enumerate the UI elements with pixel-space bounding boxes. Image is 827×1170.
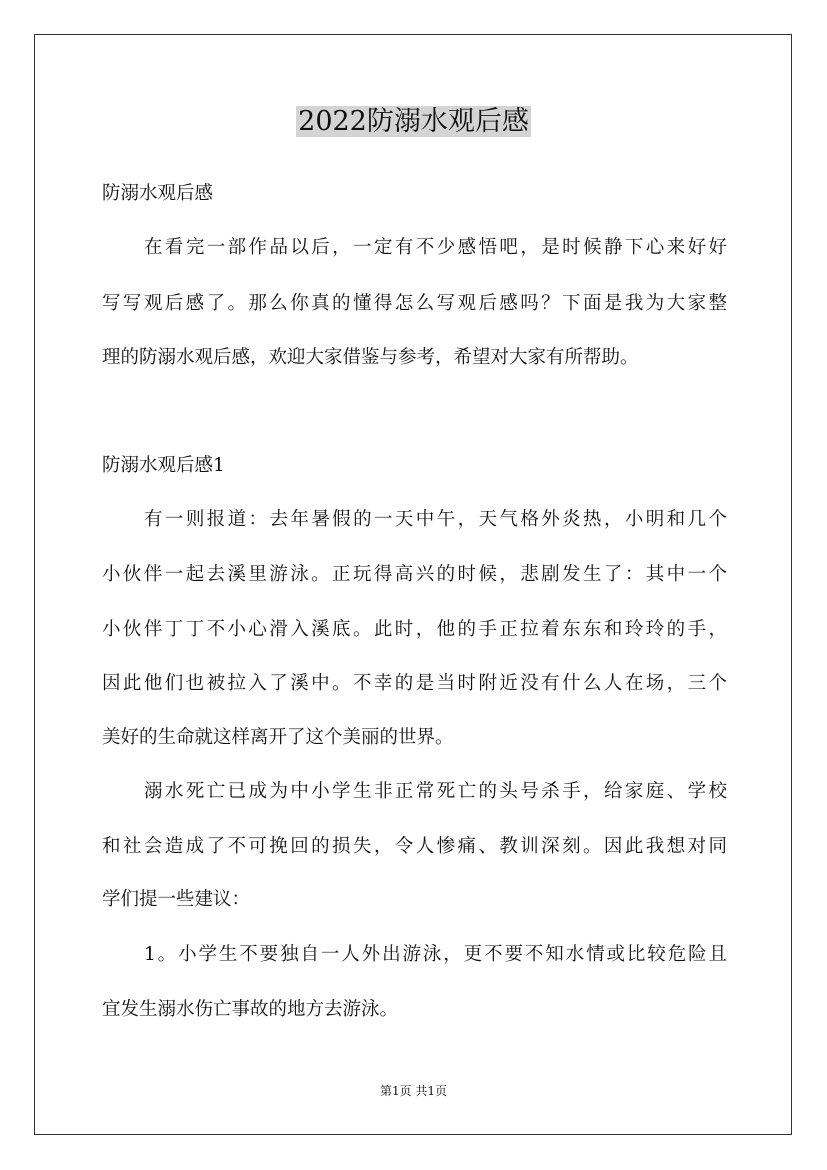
para2-line-2: 和社会造成了不可挽回的损失，令人惨痛、教训深刻。因此我想对同 (102, 836, 727, 857)
para1-line-1: 有一则报道：去年暑假的一天中午，天气格外炎热，小明和几个 (144, 509, 727, 530)
intro-line-3: 理的防溺水观后感，欢迎大家借鉴与参考，希望对大家有所帮助。 (102, 347, 639, 368)
intro-line-2: 写写观后感了。那么你真的懂得怎么写观后感吗？下面是我为大家整 (102, 293, 727, 314)
intro-line-1: 在看完一部作品以后，一定有不少感悟吧，是时候静下心来好好 (144, 237, 727, 258)
section-heading: 防溺水观后感1 (102, 455, 225, 476)
para1-line-4: 因此他们也被拉入了溪中。不幸的是当时附近没有什么人在场，三个 (102, 673, 727, 694)
para1-line-2: 小伙伴一起去溪里游泳。正玩得高兴的时候，悲剧发生了：其中一个 (102, 564, 727, 585)
subtitle: 防溺水观后感 (102, 183, 214, 204)
document-title (0, 102, 827, 142)
para2-line-1: 溺水死亡已成为中小学生非正常死亡的头号杀手，给家庭、学校 (144, 781, 727, 802)
para1-line-3: 小伙伴丁丁不小心滑入溪底。此时，他的手正拉着东东和玲玲的手， (102, 619, 727, 640)
para3-line-1: 1。小学生不要独自一人外出游泳，更不要不知水情或比较危险且 (144, 944, 727, 965)
para3-line-2: 宜发生溺水伤亡事故的地方去游泳。 (102, 999, 399, 1020)
para1-line-5: 美好的生命就这样离开了这个美丽的世界。 (102, 727, 454, 748)
para2-line-3: 学们提一些建议： (102, 889, 251, 910)
page-footer: 第1页 共1页 (379, 1084, 448, 1098)
document-title-text: 2022防溺水观后感 (298, 106, 529, 137)
